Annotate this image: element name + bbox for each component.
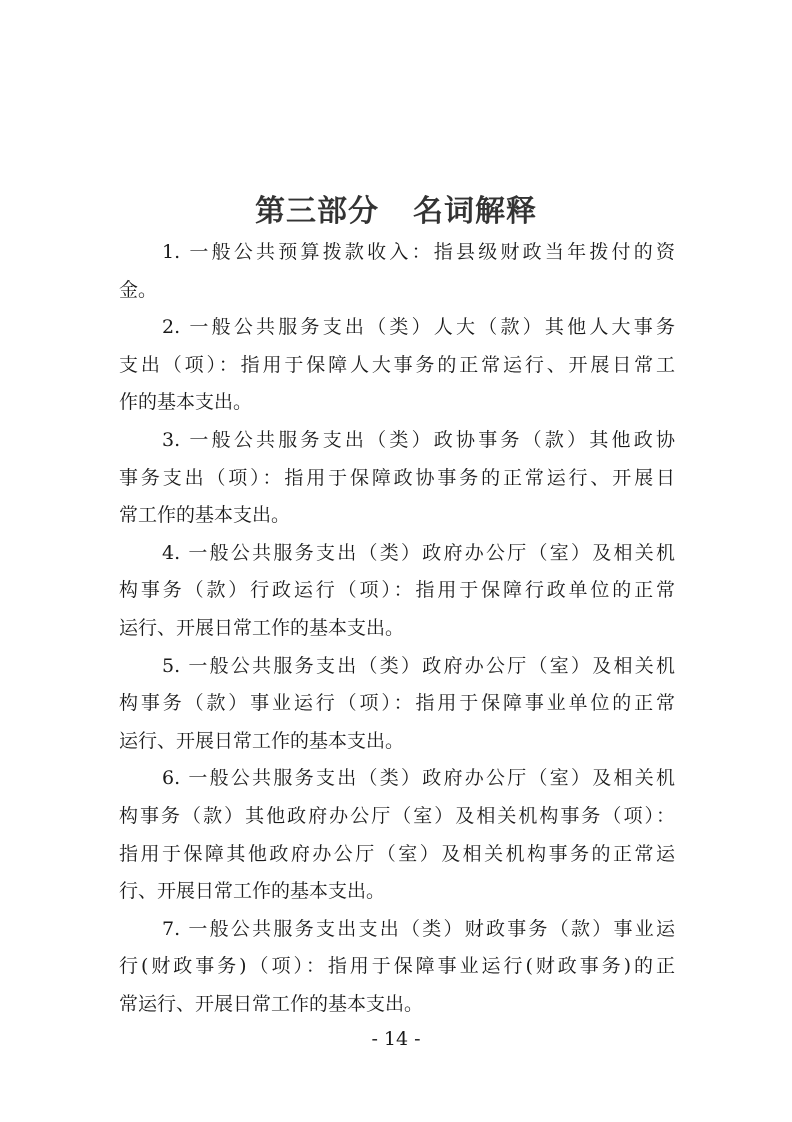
- paragraph-line: 行(财政事务)（项）：指用于保障事业运行(财政事务)的正: [119, 955, 675, 978]
- page-number: - 14 -: [371, 1028, 421, 1050]
- title-part: 第三部分: [255, 194, 379, 229]
- definition-paragraph: [119, 309, 675, 422]
- paragraph-line: 4. 一般公共服务支出（类）政府办公厅（室）及相关机: [162, 541, 675, 564]
- paragraph-line: 常运行、开展日常工作的基本支出。: [119, 992, 424, 1015]
- paragraph-line: 支出（项）：指用于保障人大事务的正常运行、开展日常工: [119, 353, 675, 376]
- definition-paragraph: [119, 422, 675, 535]
- paragraph-line: 3. 一般公共服务支出（类）政协事务（款）其他政协: [162, 428, 675, 451]
- paragraph-line: 金。: [119, 278, 158, 301]
- paragraph-line: 构事务（款）事业运行（项）：指用于保障事业单位的正常: [119, 692, 675, 715]
- definition-paragraph: [119, 911, 675, 1024]
- paragraph-line: 事务支出（项）：指用于保障政协事务的正常运行、开展日: [119, 466, 675, 489]
- title-name: 名词解释: [413, 194, 537, 229]
- paragraph-line: 构事务（款）行政运行（项）：指用于保障行政单位的正常: [119, 579, 675, 602]
- document-body: [119, 234, 675, 1023]
- definition-paragraph: [119, 648, 675, 761]
- paragraph-line: 7. 一般公共服务支出支出（类）财政事务（款）事业运: [162, 917, 675, 940]
- paragraph-line: 行、开展日常工作的基本支出。: [119, 880, 386, 903]
- definition-paragraph: [119, 760, 675, 910]
- paragraph-line: 1. 一般公共预算拨款收入：指县级财政当年拨付的资: [162, 241, 675, 263]
- paragraph-line: 作的基本支出。: [119, 391, 253, 414]
- paragraph-line: 构事务（款）其他政府办公厅（室）及相关机构事务（项）：: [119, 804, 675, 827]
- paragraph-line: 常工作的基本支出。: [119, 504, 291, 527]
- definition-paragraph: [119, 535, 675, 648]
- paragraph-line: 指用于保障其他政府办公厅（室）及相关机构事务的正常运: [119, 842, 675, 865]
- paragraph-line: 运行、开展日常工作的基本支出。: [119, 729, 405, 752]
- definition-paragraph: [119, 234, 675, 309]
- page-title: [0, 186, 792, 230]
- paragraph-line: 2. 一般公共服务支出（类）人大（款）其他人大事务: [162, 316, 675, 339]
- paragraph-line: 6. 一般公共服务支出（类）政府办公厅（室）及相关机: [162, 767, 675, 790]
- paragraph-line: 5. 一般公共服务支出（类）政府办公厅（室）及相关机: [162, 654, 675, 677]
- paragraph-line: 运行、开展日常工作的基本支出。: [119, 616, 405, 639]
